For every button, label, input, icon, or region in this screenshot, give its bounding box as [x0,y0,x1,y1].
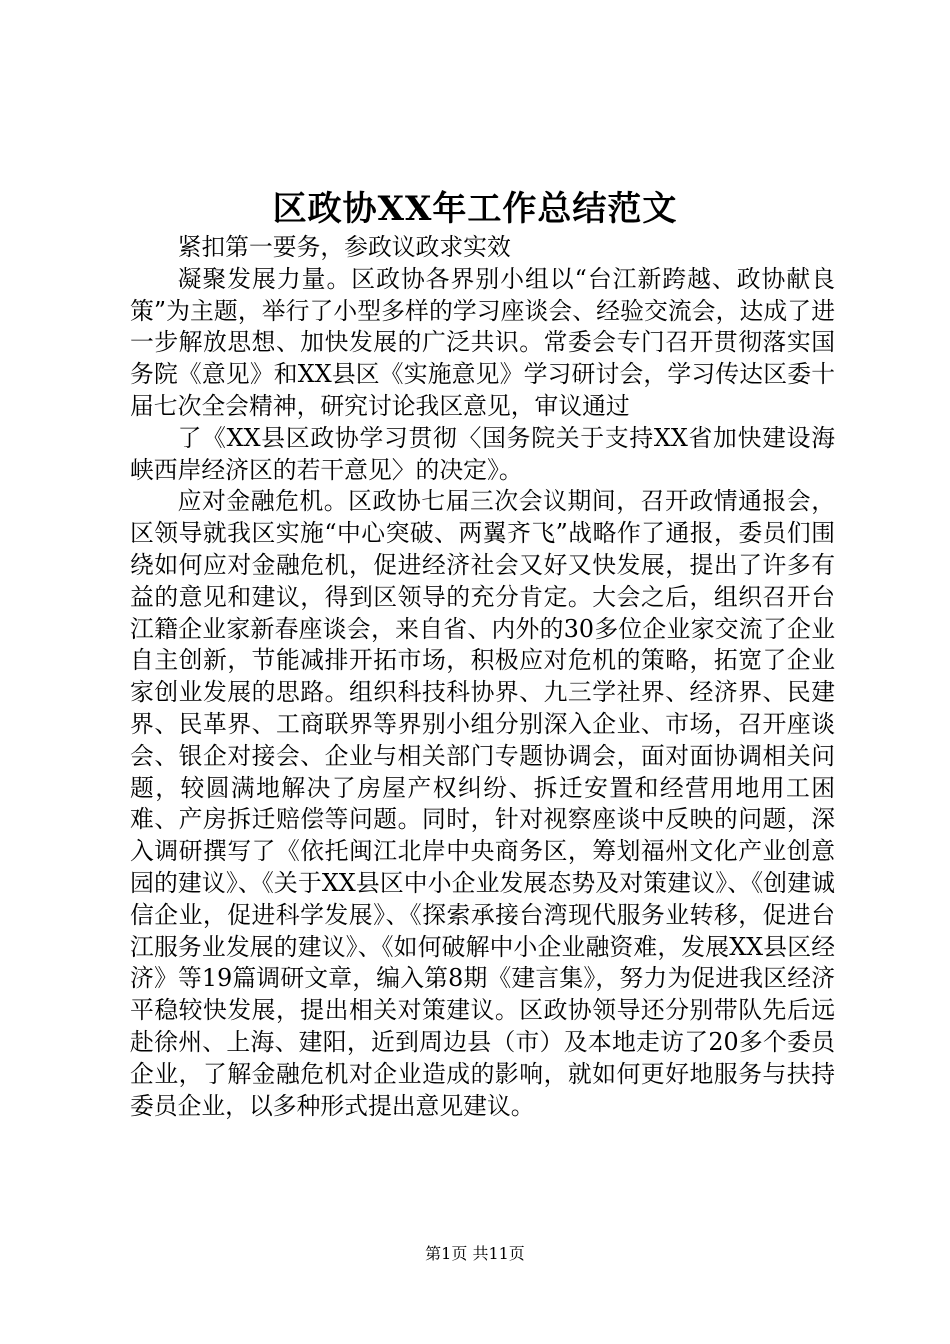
page-number-footer: 第1页 共11页 [425,1244,525,1263]
document-body [130,232,835,1122]
paragraph-heading: 紧扣第一要务，参政议政求实效 [177,233,511,261]
paragraph: 凝聚发展力量。区政协各界别小组以“台江新跨越、政协献良策”为主题，举行了小型多样的学习座谈会、经验交流会，达成了进一步解放思想、加快发展的广泛共识。常委会专门召开贯彻落实国务院《意见》和XX县区《实施意见》学习研讨会，学习传达区委十届七次全会精神，研究讨论我区意见，审议通过 [130,264,835,420]
paragraph: 了《XX县区政协学习贯彻〈国务院关于支持XX省加快建设海峡西岸经济区的若干意见〉的决定》。 [130,423,835,484]
paragraph: 应对金融危机。区政协七届三次会议期间，召开政情通报会，区领导就我区实施“中心突破、两翼齐飞”战略作了通报，委员们围绕如何应对金融危机，促进经济社会又好又快发展，提出了许多有益的意见和建议，得到区领导的充分肯定。大会之后，组织召开台江籍企业家新春座谈会，来自省、内外的30多位企业家交流了企业自主创新，节能减排开拓市场，积极应对危机的策略，拓宽了企业家创业发展的思路。组织科技科协界、九三学社界、经济界、民建界、民革界、工商联界等界别小组分别深入企业、市场，召开座谈会、银企对接会、企业与相关部门专题协调会，面对面协调相关问题，较圆满地解决了房屋产权纠纷、拆迁安置和经营用地用工困难、产房拆迁赔偿等问题。同时，针对视察座谈中反映的问题，深入调研撰写了《依托闽江北岸中央商务区，筹划福州文化产业创意园的建议》、《关于XX县区中小企业发展态势及对策建议》、《创建诚信企业，促进科学发展》、《探索承接台湾现代服务业转移，促进台江服务业发展的建议》、《如何破解中小企业融资难，发展XX县区经济》等19篇调研文章，编入第8期《建言集》，努力为促进我区经济平稳较快发展，提出相关对策建议。区政协领导还分别带队先后远赴徐州、上海、建阳，近到周边县（市）及本地走访了20多个委员企业，了解金融危机对企业造成的影响，就如何更好地服务与扶持委员企业，以多种形式提出意见建议。 [130,487,835,1120]
page-title: 区政协XX年工作总结范文 [272,189,678,229]
